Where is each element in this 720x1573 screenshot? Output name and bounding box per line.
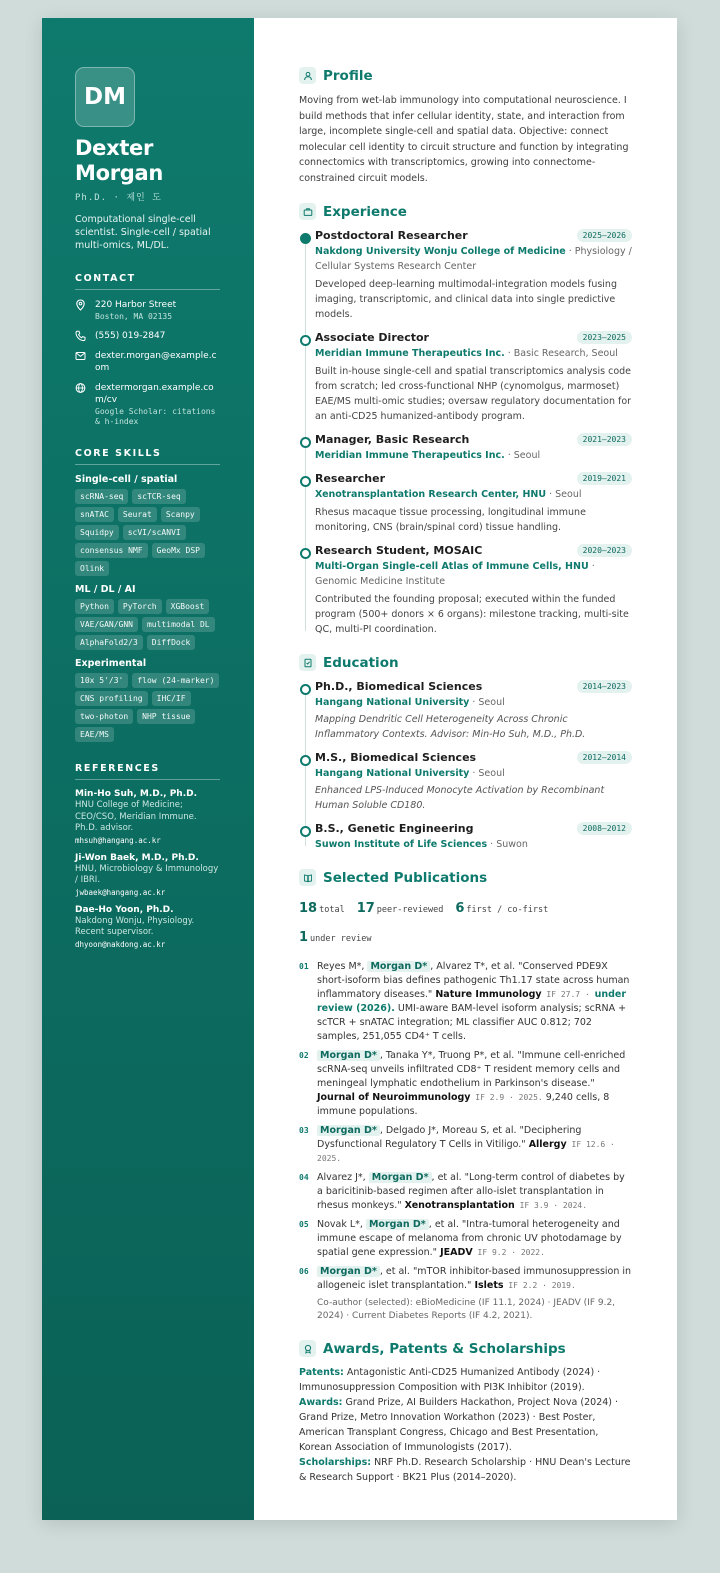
organization-name: Hangang National University	[315, 768, 470, 779]
location-icon	[75, 299, 89, 311]
stat-label: peer-reviewed	[376, 905, 444, 915]
award-paragraph	[299, 1455, 632, 1485]
award-category: Awards:	[299, 1397, 343, 1408]
impact-factor: IF 27.7 ·	[541, 990, 595, 999]
organization-name: Hangang National University	[315, 697, 470, 708]
reference-item	[75, 905, 220, 949]
skill-chip: Seurat	[118, 507, 157, 522]
email-link[interactable]: dexter.morgan@example.com	[95, 351, 217, 373]
organization-name: Meridian Immune Therapeutics Inc.	[315, 348, 505, 359]
resume-page	[42, 18, 677, 1520]
entry-title: M.S., Biomedical Sciences	[315, 751, 477, 764]
skill-chip: Olink	[75, 561, 109, 576]
publication-stat	[299, 897, 345, 916]
publication-list	[299, 960, 667, 1293]
reference-name: Dae-Ho Yoon, Ph.D.	[75, 904, 174, 915]
citation-title: , et al. "Long-term control of diabetes by a baricitinib-based regimen after allo-islet transplantation in rhesus monkeys."	[317, 1172, 625, 1211]
experience-entry	[299, 229, 632, 322]
citation-notes: UMI-aware BAM-level isoform analysis; scRNA + scTCR + snATAC integration; ML classifier AUC 0.812; 702 samples, 251,055 CD4⁺ T cells.	[317, 1003, 627, 1042]
organization-name: Xenotransplantation Research Center, HNU	[315, 489, 547, 500]
highlighted-author: Morgan D*	[317, 1125, 380, 1136]
experience-timeline	[299, 229, 667, 637]
education-entry	[299, 751, 632, 813]
impact-factor: IF 12.6 · 2025.	[317, 1140, 615, 1163]
timeline-dot	[300, 476, 311, 487]
stat-label: under review	[310, 934, 372, 944]
citation-title: , Delgado J*, Moreau S, et al. "Deciphering Dysfunctional Regulatory T Cells in Vitiligo."	[317, 1125, 582, 1150]
timeline-dot	[300, 548, 311, 559]
highlighted-author: Morgan D*	[366, 1219, 429, 1230]
reference-affiliation: HNU, Microbiology & Immunology / IBRI.	[75, 863, 219, 885]
awards-section-header	[299, 1340, 667, 1357]
reference-email[interactable]: jwbaek@hangang.ac.kr	[75, 887, 166, 897]
timeline-dot	[300, 826, 311, 837]
entry-title: B.S., Genetic Engineering	[315, 822, 474, 835]
reference-item	[75, 789, 220, 845]
entry-organization	[315, 837, 632, 852]
skill-chip: two-photon	[75, 709, 133, 724]
education-timeline	[299, 680, 667, 852]
entry-organization	[315, 448, 632, 463]
skill-chip: IHC/IF	[152, 691, 191, 706]
reference-affiliation: HNU College of Medicine; CEO/CSO, Meridian Immune. Ph.D. advisor.	[75, 800, 197, 833]
award-icon	[299, 1340, 316, 1357]
publication-stat	[357, 897, 444, 916]
review-status: under review (2026).	[317, 989, 627, 1014]
organization-detail: · Genomic Medicine Institute	[315, 561, 595, 587]
publication-stats	[299, 897, 629, 955]
organization-name: Suwon Institute of Life Sciences	[315, 839, 488, 850]
citation-authors-before: Reyes M*,	[317, 961, 368, 972]
skill-chip: Python	[75, 599, 114, 614]
impact-factor: IF 9.2 · 2022.	[472, 1248, 545, 1257]
skill-chip: Squidpy	[75, 525, 119, 540]
experience-section-header	[299, 203, 667, 220]
skill-chip: snATAC	[75, 507, 114, 522]
journal-name: Journal of Neuroimmunology	[317, 1092, 471, 1103]
timeline-dot	[300, 335, 311, 346]
date-badge: 2014–2023	[577, 680, 632, 693]
timeline-dot	[300, 755, 311, 766]
experience-heading: Experience	[323, 203, 407, 220]
skill-chip: scRNA-seq	[75, 489, 128, 504]
sidebar	[42, 18, 254, 1520]
award-paragraph	[299, 1395, 632, 1455]
phone-number[interactable]: (555) 019-2847	[95, 331, 166, 341]
publication-number: 03	[299, 1126, 309, 1135]
highlighted-author: Morgan D*	[317, 1266, 380, 1277]
address-city: Boston, MA 02135	[95, 312, 173, 321]
entry-description: Developed deep-learning multimodal-integration models fusing imaging, transcriptomic, and clinical data into single predictive models.	[315, 279, 617, 320]
skill-chip: EAE/MS	[75, 727, 114, 742]
skill-chip: multimodal DL	[142, 617, 215, 632]
name-first: Dexter	[75, 136, 154, 160]
citation-title: , Alvarez T*, et al. "Conserved PDE9X short-isoform bias defines pathogenic Th1.17 state across human inflammatory diseases."	[317, 961, 630, 1000]
publication-citation	[317, 960, 632, 1044]
education-entry	[299, 822, 632, 852]
contact-heading: CONTACT	[75, 273, 220, 290]
entry-header	[315, 822, 632, 835]
impact-factor: IF 2.9 · 2025.	[470, 1093, 543, 1102]
skill-group-title: Experimental	[75, 658, 147, 669]
entry-organization	[315, 244, 632, 274]
award-paragraph	[299, 1365, 632, 1395]
education-section-header	[299, 654, 667, 671]
entry-description: Contributed the founding proposal; executed within the funded program (500+ donors × 6 organs): milestone tracking, multi-site QC, multi-PI coordination.	[315, 594, 629, 635]
organization-name: Nakdong University Wonju College of Medicine	[315, 246, 566, 257]
publication-number: 01	[299, 962, 309, 971]
skill-chip: scTCR-seq	[132, 489, 185, 504]
references-heading: REFERENCES	[75, 763, 220, 780]
timeline-dot	[300, 233, 311, 244]
reference-item	[75, 853, 220, 897]
publications-section-header	[299, 869, 667, 886]
entry-title: Researcher	[315, 472, 386, 485]
entry-header	[315, 751, 632, 764]
mail-icon	[75, 350, 89, 362]
skill-group-title: ML / DL / AI	[75, 584, 136, 595]
skill-chip: AlphaFold2/3	[75, 635, 143, 650]
publication-citation	[317, 1124, 632, 1166]
skill-chip: 10x 5'/3'	[75, 673, 128, 688]
contact-address	[75, 299, 220, 322]
candidate-name	[75, 136, 220, 186]
main-content	[254, 18, 677, 1520]
experience-entry	[299, 433, 632, 463]
education-entry	[299, 680, 632, 742]
profile-section-header	[299, 67, 667, 84]
degree: Ph.D. · 제인 도	[75, 193, 162, 203]
skill-chip: Scanpy	[161, 507, 200, 522]
entry-header	[315, 331, 632, 344]
contact-list	[75, 299, 220, 427]
stat-number: 17	[356, 901, 375, 916]
date-badge: 2020–2023	[577, 544, 632, 557]
skill-chip: scVI/scANVI	[123, 525, 186, 540]
publication-item	[299, 1124, 632, 1166]
profile-text: Moving from wet-lab immunology into computational neuroscience. I build methods that infer cellular identity, state, and interaction from large, incomplete single-cell and spatial data. Objective: connect molecular cell identity to circuit structure and function by integrating connectomics with transcriptomics, growing into connectome-constrained circuit models.	[299, 95, 629, 184]
skill-chip: VAE/GAN/GNN	[75, 617, 138, 632]
organization-detail: · Seoul	[469, 697, 505, 708]
skill-chip: consensus NMF	[75, 543, 148, 558]
citation-authors-before: Novak L*,	[317, 1219, 366, 1230]
skill-chip-list	[75, 489, 220, 576]
award-text: Grand Prize, AI Builders Hackathon, Project Nova (2024) · Grand Prize, Metro Innovation Workathon (2023) · Best Poster, American Transplant Congress, Chicago and Best Presentation, Korean Association of Immunologists (2017).	[299, 1397, 619, 1453]
stat-number: 18	[299, 901, 318, 916]
book-icon	[299, 869, 316, 886]
address-line: 220 Harbor Street	[95, 300, 177, 310]
impact-factor: IF 2.2 · 2019.	[503, 1281, 576, 1290]
reference-email[interactable]: mhsuh@hangang.ac.kr	[75, 835, 161, 845]
skill-chip: NHP tissue	[137, 709, 195, 724]
date-badge: 2008–2012	[577, 822, 632, 835]
contact-phone	[75, 330, 220, 342]
journal-name: Xenotransplantation	[404, 1200, 515, 1211]
highlighted-author: Morgan D*	[369, 1172, 432, 1183]
date-badge: 2025–2026	[577, 229, 632, 242]
publication-item	[299, 1265, 632, 1293]
contact-email	[75, 350, 220, 374]
organization-name: Meridian Immune Therapeutics Inc.	[315, 450, 505, 461]
entry-title: Associate Director	[315, 331, 429, 344]
highlighted-author: Morgan D*	[317, 1050, 380, 1061]
entry-organization	[315, 695, 632, 710]
entry-title: Manager, Basic Research	[315, 433, 470, 446]
award-category: Scholarships:	[299, 1457, 372, 1468]
skill-chip: GeoMx DSP	[152, 543, 205, 558]
date-badge: 2019–2021	[577, 472, 632, 485]
reference-affiliation: Nakdong Wonju, Physiology. Recent supervisor.	[75, 915, 195, 937]
publication-item	[299, 1218, 632, 1260]
publication-stat	[299, 926, 371, 945]
publication-item	[299, 1049, 632, 1119]
entry-header	[315, 433, 632, 446]
timeline-dot	[300, 437, 311, 448]
tagline: Computational single-cell scientist. Single-cell / spatial multi-omics, ML/DL.	[75, 214, 211, 251]
entry-title: Postdoctoral Researcher	[315, 229, 468, 242]
publication-citation	[317, 1171, 632, 1213]
date-badge: 2023–2025	[577, 331, 632, 344]
award-category: Patents:	[299, 1367, 344, 1378]
organization-detail: · Physiology / Cellular Systems Research Center	[315, 246, 632, 272]
entry-organization	[315, 346, 632, 361]
journal-name: JEADV	[440, 1247, 473, 1258]
publication-number: 05	[299, 1220, 309, 1229]
education-heading: Education	[323, 654, 399, 671]
publications-heading: Selected Publications	[323, 869, 488, 886]
organization-name: Multi-Organ Single-cell Atlas of Immune Cells, HNU	[315, 561, 589, 572]
award-text: Antagonistic Anti-CD25 Humanized Antibody (2024) · Immunosuppression Composition with PI3K Inhibitor (2019).	[299, 1367, 601, 1393]
entry-title: Ph.D., Biomedical Sciences	[315, 680, 483, 693]
reference-name: Ji-Won Baek, M.D., Ph.D.	[75, 852, 199, 863]
awards-list	[299, 1365, 632, 1485]
organization-detail: · Seoul	[504, 450, 541, 461]
scholar-note: Google Scholar: citations & h-index	[95, 407, 216, 426]
stat-label: total	[319, 905, 345, 915]
entry-header	[315, 229, 632, 242]
skills-heading: CORE SKILLS	[75, 448, 220, 465]
date-badge: 2012–2014	[577, 751, 632, 764]
impact-factor: IF 3.9 · 2024.	[514, 1201, 588, 1210]
skill-group-title: Single-cell / spatial	[75, 474, 178, 485]
publication-stat	[455, 897, 548, 916]
skill-chip-list	[75, 673, 220, 742]
skill-chip: CNS profiling	[75, 691, 148, 706]
experience-entry	[299, 472, 632, 535]
publication-number: 04	[299, 1173, 309, 1182]
journal-name: Nature Immunology	[435, 989, 542, 1000]
experience-entry	[299, 544, 632, 637]
entry-description: Rhesus macaque tissue processing, longitudinal immune monitoring, CNS (brain/spinal cord) tissue handling.	[315, 507, 586, 533]
coauthor-note: Co-author (selected): eBioMedicine (IF 11.1, 2024) · JEADV (IF 9.2, 2024) · Current Diabetes Reports (IF 4.2, 2021).	[317, 1298, 616, 1321]
skill-chip-list	[75, 599, 220, 650]
stat-number: 6	[455, 901, 465, 916]
organization-detail: · Basic Research, Seoul	[504, 348, 618, 359]
citation-title: , et al. "mTOR inhibitor-based immunosuppression in allogeneic islet transplantation."	[317, 1266, 632, 1291]
publication-citation	[317, 1265, 632, 1293]
organization-detail: · Suwon	[487, 839, 528, 850]
citation-authors-before: Alvarez J*,	[317, 1172, 369, 1183]
entry-header	[315, 680, 632, 693]
briefcase-icon	[299, 203, 316, 220]
publication-number: 06	[299, 1267, 309, 1276]
awards-heading: Awards, Patents & Scholarships	[323, 1340, 566, 1357]
citation-title: , et al. "Intra-tumoral heterogeneity and immune escape of melanoma from chronic UV photodamage by spatial gene expression."	[317, 1219, 622, 1258]
entry-header	[315, 544, 632, 557]
stat-label: first / co-first	[466, 905, 549, 915]
monogram-avatar: DM	[75, 67, 135, 127]
thesis-title: Mapping Dendritic Cell Heterogeneity Across Chronic Inflammatory Contexts. Advisor: Min-Ho Suh, M.D., Ph.D.	[315, 714, 586, 740]
reference-name: Min-Ho Suh, M.D., Ph.D.	[75, 789, 198, 799]
publication-item	[299, 1171, 632, 1213]
organization-detail: · Seoul	[469, 768, 505, 779]
skill-chip: flow (24-marker)	[132, 673, 219, 688]
citation-notes: 9,240 cells, 8 immune populations.	[317, 1092, 610, 1117]
education-icon	[299, 654, 316, 671]
publication-item	[299, 960, 632, 1044]
skill-chip: DiffDock	[147, 635, 196, 650]
phone-icon	[75, 330, 89, 342]
name-last: Morgan	[75, 161, 164, 185]
profile-icon	[299, 67, 316, 84]
timeline-dot	[300, 684, 311, 695]
entry-header	[315, 472, 632, 485]
publication-number: 02	[299, 1051, 309, 1060]
publication-citation	[317, 1218, 632, 1260]
entry-description: Built in-house single-cell and spatial transcriptomics analysis code from scratch; led cross-functional NHP (cynomolgus, marmoset) EAE/MS multi-omic studies; oversaw regulatory documentation for an anti-CD25 humanized-antibody program.	[315, 366, 632, 422]
experience-entry	[299, 331, 632, 424]
website-link[interactable]: dextermorgan.example.com/cv	[95, 383, 214, 405]
globe-icon	[75, 382, 89, 394]
thesis-title: Enhanced LPS-Induced Monocyte Activation by Recombinant Human Soluble CD180.	[315, 785, 605, 811]
skill-groups	[75, 474, 220, 742]
entry-organization	[315, 766, 632, 781]
date-badge: 2021–2023	[577, 433, 632, 446]
citation-title: , Tanaka Y*, Truong P*, et al. "Immune cell-enriched scRNA-seq unveils infiltrated CD8⁺ T resident memory cells and meningeal lymphatic endothelium in Parkinson's disease."	[317, 1050, 626, 1089]
stat-number: 1	[299, 930, 309, 945]
entry-title: Research Student, MOSAIC	[315, 544, 483, 557]
award-text: NRF Ph.D. Research Scholarship · HNU Dean's Lecture & Research Support · BK21 Plus (2014–2020).	[299, 1457, 631, 1483]
journal-name: Allergy	[528, 1139, 567, 1150]
references-list	[75, 789, 220, 949]
highlighted-author: Morgan D*	[367, 961, 430, 972]
profile-heading: Profile	[323, 67, 373, 84]
skill-chip: XGBoost	[166, 599, 210, 614]
entry-organization	[315, 559, 632, 589]
skill-chip: PyTorch	[118, 599, 162, 614]
reference-email[interactable]: dhyoon@nakdong.ac.kr	[75, 939, 166, 949]
contact-website	[75, 382, 220, 427]
organization-detail: · Seoul	[546, 489, 582, 500]
entry-organization	[315, 487, 632, 502]
journal-name: Islets	[474, 1280, 504, 1291]
publication-citation	[317, 1049, 632, 1119]
